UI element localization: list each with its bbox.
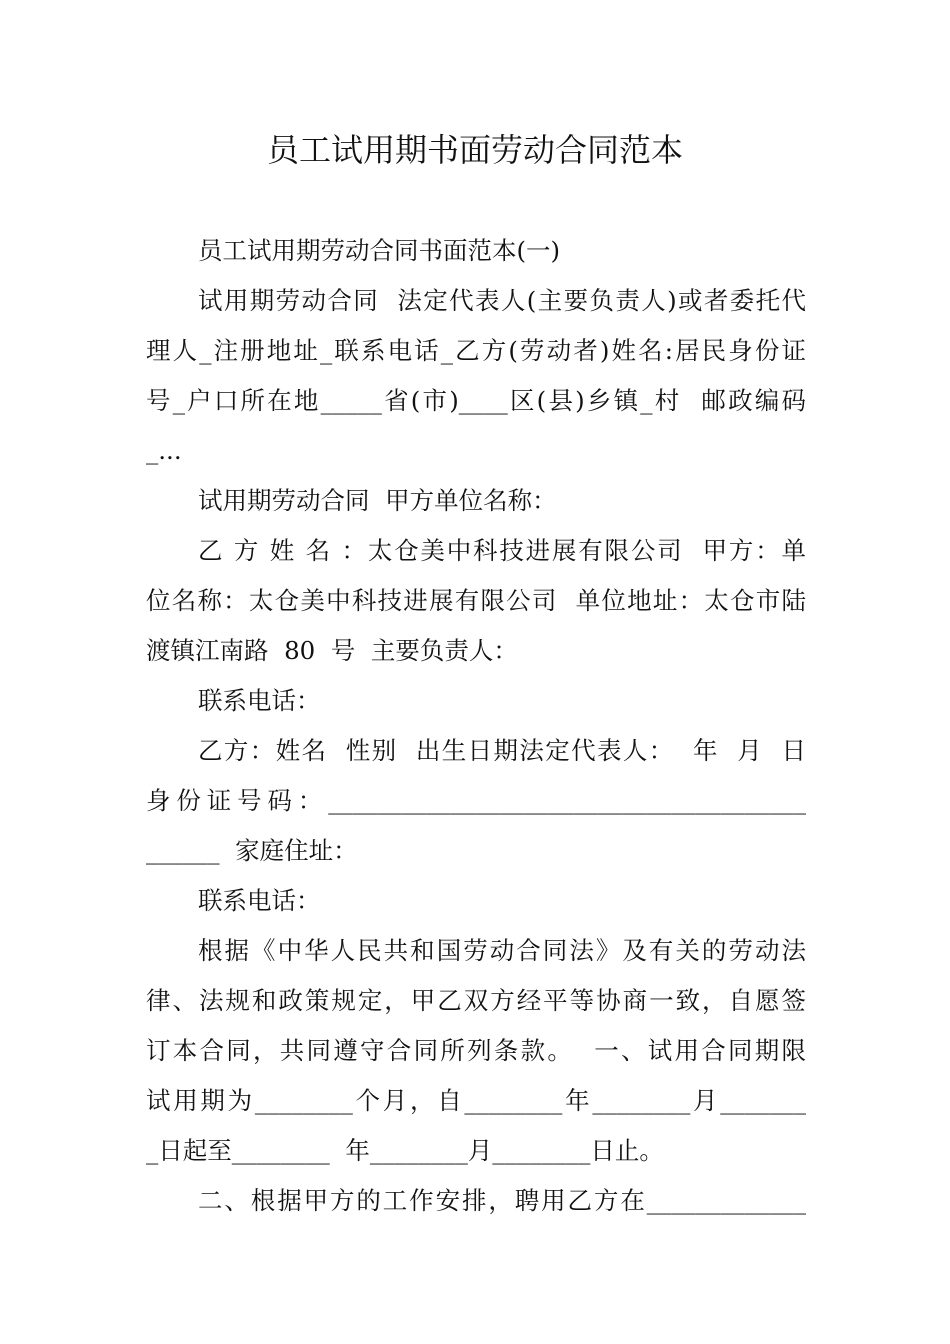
paragraph-line: 乙方：姓名 性别 出生日期法定代表人： 年 月 日 <box>198 736 806 765</box>
paragraph-line: 订本合同，共同遵守合同所列条款。 一、试用合同期限 <box>146 1036 806 1065</box>
paragraph-line: _日起至________ 年________月________日止。 <box>146 1136 664 1165</box>
document-body <box>146 226 806 1226</box>
paragraph-line: 身份证号码：_______________________________________ <box>146 786 806 815</box>
paragraph-line: 联系电话： <box>198 686 321 715</box>
paragraph-line: 号_户口所在地_____省(市)____区(县)乡镇_村 邮政编码 <box>146 386 806 415</box>
paragraph-line: 二、根据甲方的工作安排，聘用乙方在_____________ <box>198 1186 806 1215</box>
paragraph-line: 试用期为________个月，自________年________月_______ <box>146 1086 806 1115</box>
paragraph-line: 律、法规和政策规定，甲乙双方经平等协商一致，自愿签 <box>146 986 806 1015</box>
paragraph-line: 理人_注册地址_联系电话_乙方(劳动者)姓名:居民身份证 <box>146 336 806 365</box>
paragraph-line: 根据《中华人民共和国劳动合同法》及有关的劳动法 <box>198 936 806 965</box>
paragraph-line: 渡镇江南路 80 号 主要负责人： <box>146 636 518 665</box>
paragraph-line: 联系电话： <box>198 886 321 915</box>
document-title: 员工试用期书面劳动合同范本 <box>266 131 683 169</box>
paragraph-line: 位名称：太仓美中科技进展有限公司 单位地址：太仓市陆 <box>146 586 806 615</box>
paragraph-line: ______ 家庭住址： <box>146 836 358 865</box>
paragraph-line: 试用期劳动合同 法定代表人(主要负责人)或者委托代 <box>198 286 806 315</box>
paragraph-line: 乙 方 姓 名 ：太仓美中科技进展有限公司 甲方：单 <box>198 536 806 565</box>
paragraph-line: _... <box>146 436 182 465</box>
paragraph-line: 试用期劳动合同 甲方单位名称： <box>198 486 557 515</box>
subtitle-line: 员工试用期劳动合同书面范本(一) <box>198 236 561 265</box>
